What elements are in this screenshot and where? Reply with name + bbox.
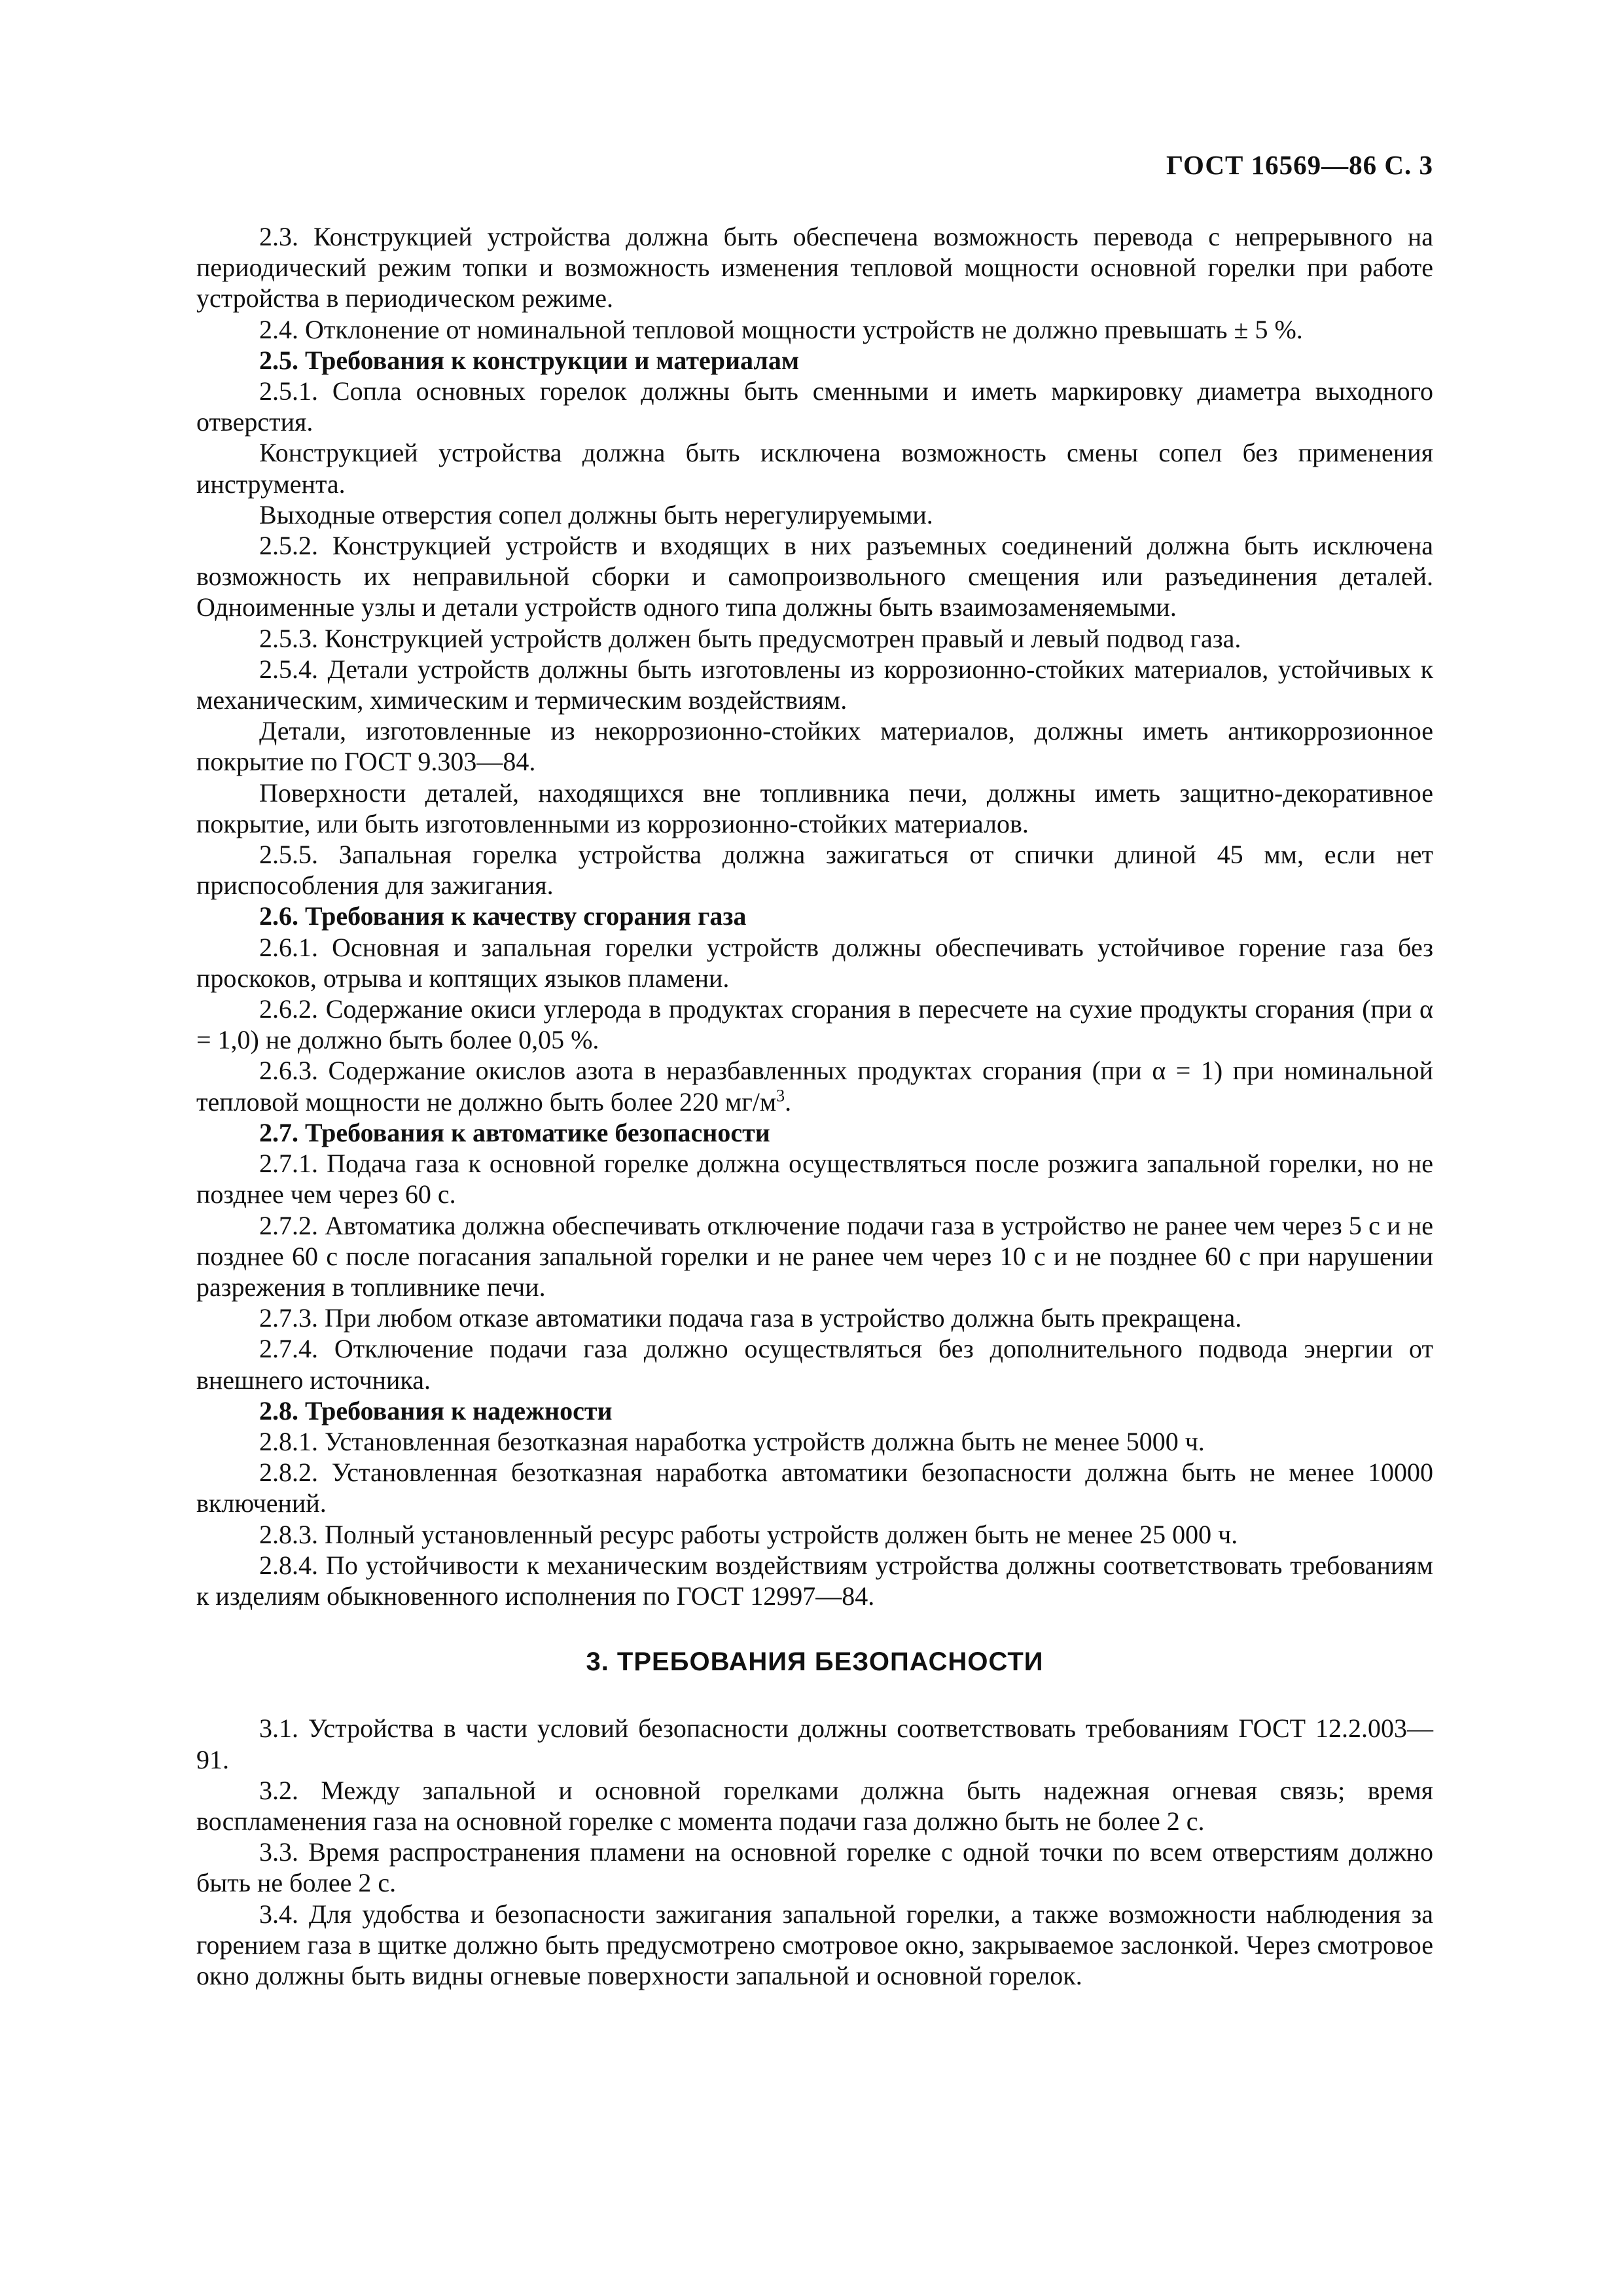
subsection-heading-2-7: 2.7. Требования к автоматике безопасности (259, 1117, 770, 1147)
paragraph-2-6-1: 2.6.1. Основная и запальная горелки устройств должны обеспечивать устойчивое горение газа без проскоков, отрыва и коптящих языков пламени. (196, 932, 1433, 993)
paragraph-2-5-1-c: Выходные отверстия сопел должны быть нерегулируемыми. (259, 499, 933, 529)
paragraph-2-6-3 (196, 1055, 1433, 1117)
paragraph-2-3: 2.3. Конструкцией устройства должна быть обеспечена возможность перевода с непрерывного на периодический режим топки и возможность изменения тепловой мощности основной горелки при работе устройства в периодическом режиме. (196, 222, 1433, 314)
paragraph-2-8-1: 2.8.1. Установленная безотказная наработка устройств должна быть не менее 5000 ч. (259, 1426, 1205, 1456)
paragraph-2-5-1: 2.5.1. Сопла основных горелок должны быть сменными и иметь маркировку диаметра выходного отверстия. (196, 376, 1433, 437)
paragraph-2-7-3: 2.7.3. При любом отказе автоматики подача газа в устройство должна быть прекращена. (259, 1303, 1242, 1333)
paragraph-2-8-2: 2.8.2. Установленная безотказная наработка автоматики безопасности должна быть не менее 10000 включений. (196, 1458, 1433, 1518)
paragraph-2-5-4: 2.5.4. Детали устройств должны быть изготовлены из коррозионно-стойких материалов, устойчивых к механическим, химическим и термическим воздействиям. (196, 654, 1433, 715)
paragraph-2-5-4-b: Детали, изготовленные из некоррозионно-стойких материалов, должны иметь антикоррозионное покрытие по ГОСТ 9.303—84. (196, 716, 1433, 777)
paragraph-3-2: 3.2. Между запальной и основной горелками должна быть надежная огневая связь; время воспламенения газа на основной горелке с момента подачи газа должно быть не более 2 с. (196, 1775, 1433, 1836)
paragraph-2-8-4: 2.8.4. По устойчивости к механическим воздействиям устройства должны соответствовать требованиям к изделиям обыкновенного исполнения по ГОСТ 12997—84. (196, 1550, 1433, 1611)
subsection-heading-2-8: 2.8. Требования к надежности (259, 1395, 613, 1426)
paragraph-2-7-2: 2.7.2. Автоматика должна обеспечивать отключение подачи газа в устройство не ранее чем через 5 с и не позднее 60 с после погасания запальной горелки и не ранее чем через 10 с и не позднее 60 с при нарушении разрежения в топливнике печи. (196, 1210, 1433, 1302)
paragraph-2-7-4: 2.7.4. Отключение подачи газа должно осуществляться без дополнительного подвода энергии от внешнего источника. (196, 1334, 1433, 1395)
paragraph-2-6-3-tail: . (785, 1086, 792, 1117)
paragraph-2-8-3: 2.8.3. Полный установленный ресурс работы устройств должен быть не менее 25 000 ч. (259, 1519, 1238, 1549)
paragraph-2-5-5: 2.5.5. Запальная горелка устройства должна зажигаться от спички длиной 45 мм, если нет приспособления для зажигания. (196, 840, 1433, 901)
page-header: ГОСТ 16569—86 С. 3 (1166, 150, 1433, 180)
document-body (196, 221, 1433, 1991)
paragraph-3-3: 3.3. Время распространения пламени на основной горелке с одной точки по всем отверстиям должно быть не более 2 с. (196, 1837, 1433, 1898)
section-title-safety: 3. ТРЕБОВАНИЯ БЕЗОПАСНОСТИ (586, 1647, 1044, 1677)
paragraph-2-5-2: 2.5.2. Конструкцией устройств и входящих в них разъемных соединений должна быть исключена возможность их неправильной сборки и самопроизвольного смещения или разъединения деталей. Одноименные узлы и детали устройств одного типа должны быть взаимозаменяемыми. (196, 531, 1433, 622)
paragraph-2-6-3-text: 2.6.3. Содержание окислов азота в неразбавленных продуктах сгорания (при α = 1) при номинальной тепловой мощности не должно быть более 220 мг/м (196, 1056, 1433, 1117)
subsection-heading-2-5: 2.5. Требования к конструкции и материалам (259, 345, 800, 375)
paragraph-2-5-1-b: Конструкцией устройства должна быть исключена возможность смены сопел без применения инструмента. (196, 438, 1433, 499)
paragraph-2-5-4-c: Поверхности деталей, находящихся вне топливника печи, должны иметь защитно-декоративное покрытие, или быть изготовленными из коррозионно-стойких материалов. (196, 778, 1433, 838)
superscript-cubic: 3 (776, 1086, 785, 1105)
paragraph-2-5-3: 2.5.3. Конструкцией устройств должен быть предусмотрен правый и левый подвод газа. (259, 623, 1241, 653)
paragraph-2-4: 2.4. Отклонение от номинальной тепловой мощности устройств не должно превышать ± 5 %. (259, 314, 1303, 344)
paragraph-2-7-1: 2.7.1. Подача газа к основной горелке должна осуществляться после розжига запальной горелки, но не позднее чем через 60 с. (196, 1149, 1433, 1210)
paragraph-3-4: 3.4. Для удобства и безопасности зажигания запальной горелки, а также возможности наблюдения за горением газа в щитке должно быть предусмотрено смотровое окно, закрываемое заслонкой. Через смотровое окно должны быть видны огневые поверхности запальной и основной горелок. (196, 1899, 1433, 1990)
paragraph-3-1: 3.1. Устройства в части условий безопасности должны соответствовать требованиям ГОСТ 12.2.003—91. (196, 1713, 1433, 1774)
subsection-heading-2-6: 2.6. Требования к качеству сгорания газа (259, 901, 747, 931)
paragraph-2-6-2: 2.6.2. Содержание окиси углерода в продуктах сгорания в пересчете на сухие продукты сгорания (при α = 1,0) не должно быть более 0,05 %. (196, 994, 1433, 1055)
